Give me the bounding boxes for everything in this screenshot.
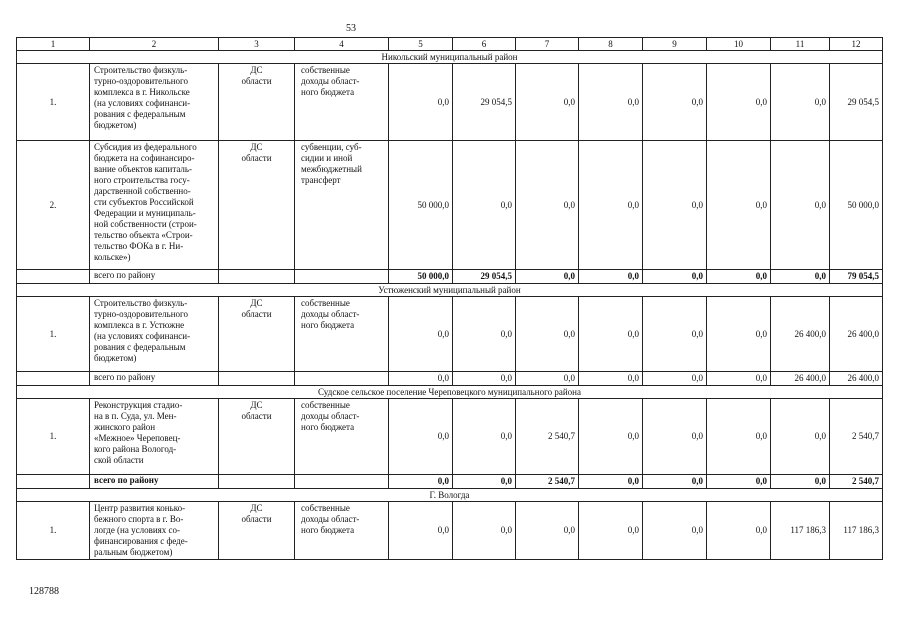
value-cell: 0,0 bbox=[771, 64, 830, 141]
column-number: 12 bbox=[830, 38, 883, 51]
section-header-row bbox=[17, 386, 883, 399]
column-number: 8 bbox=[579, 38, 643, 51]
value-cell: 0,0 bbox=[516, 297, 579, 372]
total-value: 0,0 bbox=[453, 475, 516, 489]
object-name: Центр развития конько- бежного спорта в г. Во- логде (на условиях со- финансирования с феде- ральным бюджетом) bbox=[90, 502, 219, 560]
row-number: 2. bbox=[17, 141, 90, 270]
object-name: Строительство физкуль- турно-оздоровительного комплекса в г. Никольске (на условиях софинанси- рования с федеральным бюджетом) bbox=[90, 64, 219, 141]
funding-source: собственные доходы област- ного бюджета bbox=[295, 297, 389, 372]
total-label: всего по району bbox=[90, 475, 219, 489]
empty-cell bbox=[17, 270, 90, 284]
empty-cell bbox=[219, 372, 295, 386]
total-value: 0,0 bbox=[771, 270, 830, 284]
value-cell: 0,0 bbox=[453, 141, 516, 270]
column-number: 4 bbox=[295, 38, 389, 51]
value-cell: 26 400,0 bbox=[830, 297, 883, 372]
customer: ДС области bbox=[219, 141, 295, 270]
value-cell: 50 000,0 bbox=[389, 141, 453, 270]
column-number: 6 bbox=[453, 38, 516, 51]
value-cell: 0,0 bbox=[516, 502, 579, 560]
empty-cell bbox=[17, 372, 90, 386]
row-number: 1. bbox=[17, 297, 90, 372]
value-cell: 0,0 bbox=[643, 297, 707, 372]
value-cell: 0,0 bbox=[707, 64, 771, 141]
value-cell: 0,0 bbox=[579, 297, 643, 372]
value-cell: 0,0 bbox=[707, 399, 771, 475]
section-title: Г. Вологда bbox=[17, 489, 883, 502]
investment-table bbox=[16, 37, 883, 560]
document-id: 128788 bbox=[29, 586, 59, 597]
total-value: 0,0 bbox=[707, 475, 771, 489]
total-value: 0,0 bbox=[643, 372, 707, 386]
total-row bbox=[17, 372, 883, 386]
column-number: 1 bbox=[17, 38, 90, 51]
row-number: 1. bbox=[17, 64, 90, 141]
customer: ДС области bbox=[219, 64, 295, 141]
table-body bbox=[17, 38, 883, 560]
total-value: 50 000,0 bbox=[389, 270, 453, 284]
total-value: 0,0 bbox=[579, 270, 643, 284]
total-value: 26 400,0 bbox=[830, 372, 883, 386]
empty-cell bbox=[219, 270, 295, 284]
total-value: 0,0 bbox=[643, 270, 707, 284]
value-cell: 29 054,5 bbox=[453, 64, 516, 141]
total-label: всего по району bbox=[90, 372, 219, 386]
value-cell: 0,0 bbox=[516, 141, 579, 270]
column-number: 10 bbox=[707, 38, 771, 51]
value-cell: 2 540,7 bbox=[830, 399, 883, 475]
total-label: всего по району bbox=[90, 270, 219, 284]
table-row bbox=[17, 141, 883, 270]
value-cell: 50 000,0 bbox=[830, 141, 883, 270]
section-header-row bbox=[17, 489, 883, 502]
table-row bbox=[17, 399, 883, 475]
value-cell: 0,0 bbox=[643, 399, 707, 475]
value-cell: 0,0 bbox=[453, 297, 516, 372]
total-value: 29 054,5 bbox=[453, 270, 516, 284]
empty-cell bbox=[295, 475, 389, 489]
value-cell: 0,0 bbox=[643, 141, 707, 270]
value-cell: 0,0 bbox=[771, 399, 830, 475]
funding-source: собственные доходы област- ного бюджета bbox=[295, 64, 389, 141]
value-cell: 0,0 bbox=[707, 297, 771, 372]
total-value: 0,0 bbox=[579, 372, 643, 386]
value-cell: 117 186,3 bbox=[830, 502, 883, 560]
value-cell: 0,0 bbox=[579, 141, 643, 270]
funding-source: собственные доходы област- ного бюджета bbox=[295, 502, 389, 560]
section-title: Устюженский муниципальный район bbox=[17, 284, 883, 297]
empty-cell bbox=[295, 270, 389, 284]
value-cell: 26 400,0 bbox=[771, 297, 830, 372]
column-number: 5 bbox=[389, 38, 453, 51]
column-number: 7 bbox=[516, 38, 579, 51]
empty-cell bbox=[219, 475, 295, 489]
table-row bbox=[17, 502, 883, 560]
value-cell: 0,0 bbox=[389, 502, 453, 560]
section-header-row bbox=[17, 51, 883, 64]
total-value: 0,0 bbox=[389, 372, 453, 386]
column-number: 3 bbox=[219, 38, 295, 51]
table-row bbox=[17, 297, 883, 372]
value-cell: 2 540,7 bbox=[516, 399, 579, 475]
total-value: 26 400,0 bbox=[771, 372, 830, 386]
customer: ДС области bbox=[219, 297, 295, 372]
total-value: 0,0 bbox=[643, 475, 707, 489]
customer: ДС области bbox=[219, 399, 295, 475]
value-cell: 0,0 bbox=[707, 502, 771, 560]
total-value: 0,0 bbox=[389, 475, 453, 489]
page-number: 53 bbox=[346, 23, 356, 34]
value-cell: 0,0 bbox=[453, 399, 516, 475]
value-cell: 29 054,5 bbox=[830, 64, 883, 141]
value-cell: 0,0 bbox=[771, 141, 830, 270]
value-cell: 0,0 bbox=[389, 399, 453, 475]
section-header-row bbox=[17, 284, 883, 297]
column-number: 9 bbox=[643, 38, 707, 51]
value-cell: 0,0 bbox=[579, 502, 643, 560]
object-name: Строительство физкуль- турно-оздоровительного комплекса в г. Устюжне (на условиях софинанси- рования с федеральным бюджетом) bbox=[90, 297, 219, 372]
total-row bbox=[17, 475, 883, 489]
total-value: 0,0 bbox=[707, 372, 771, 386]
value-cell: 0,0 bbox=[389, 297, 453, 372]
total-value: 0,0 bbox=[516, 372, 579, 386]
value-cell: 0,0 bbox=[453, 502, 516, 560]
total-value: 0,0 bbox=[453, 372, 516, 386]
total-value: 0,0 bbox=[579, 475, 643, 489]
value-cell: 0,0 bbox=[643, 64, 707, 141]
column-number-row bbox=[17, 38, 883, 51]
section-title: Никольский муниципальный район bbox=[17, 51, 883, 64]
total-value: 2 540,7 bbox=[516, 475, 579, 489]
total-row bbox=[17, 270, 883, 284]
total-value: 79 054,5 bbox=[830, 270, 883, 284]
object-name: Реконструкция стадио- на в п. Суда, ул. Мен- жинского район «Межное» Череповец- кого района Вологод- ской области bbox=[90, 399, 219, 475]
value-cell: 0,0 bbox=[707, 141, 771, 270]
total-value: 0,0 bbox=[771, 475, 830, 489]
row-number: 1. bbox=[17, 399, 90, 475]
value-cell: 0,0 bbox=[643, 502, 707, 560]
funding-source: собственные доходы област- ного бюджета bbox=[295, 399, 389, 475]
object-name: Субсидия из федерального бюджета на софинансиро- вание объектов капиталь- ного строительства госу- дарственной собственно- сти субъектов Российской Федерации и муниципаль- ной собственности (строи- тельство объекта «Строи- тельство ФОКа в г. Ни- кольске») bbox=[90, 141, 219, 270]
total-value: 2 540,7 bbox=[830, 475, 883, 489]
empty-cell bbox=[17, 475, 90, 489]
row-number: 1. bbox=[17, 502, 90, 560]
total-value: 0,0 bbox=[707, 270, 771, 284]
total-value: 0,0 bbox=[516, 270, 579, 284]
value-cell: 0,0 bbox=[389, 64, 453, 141]
value-cell: 0,0 bbox=[579, 399, 643, 475]
value-cell: 117 186,3 bbox=[771, 502, 830, 560]
value-cell: 0,0 bbox=[516, 64, 579, 141]
column-number: 2 bbox=[90, 38, 219, 51]
customer: ДС области bbox=[219, 502, 295, 560]
column-number: 11 bbox=[771, 38, 830, 51]
section-title: Судское сельское поселение Череповецкого муниципального района bbox=[17, 386, 883, 399]
empty-cell bbox=[295, 372, 389, 386]
funding-source: субвенции, суб- сидии и иной межбюджетный трансферт bbox=[295, 141, 389, 270]
table-row bbox=[17, 64, 883, 141]
value-cell: 0,0 bbox=[579, 64, 643, 141]
